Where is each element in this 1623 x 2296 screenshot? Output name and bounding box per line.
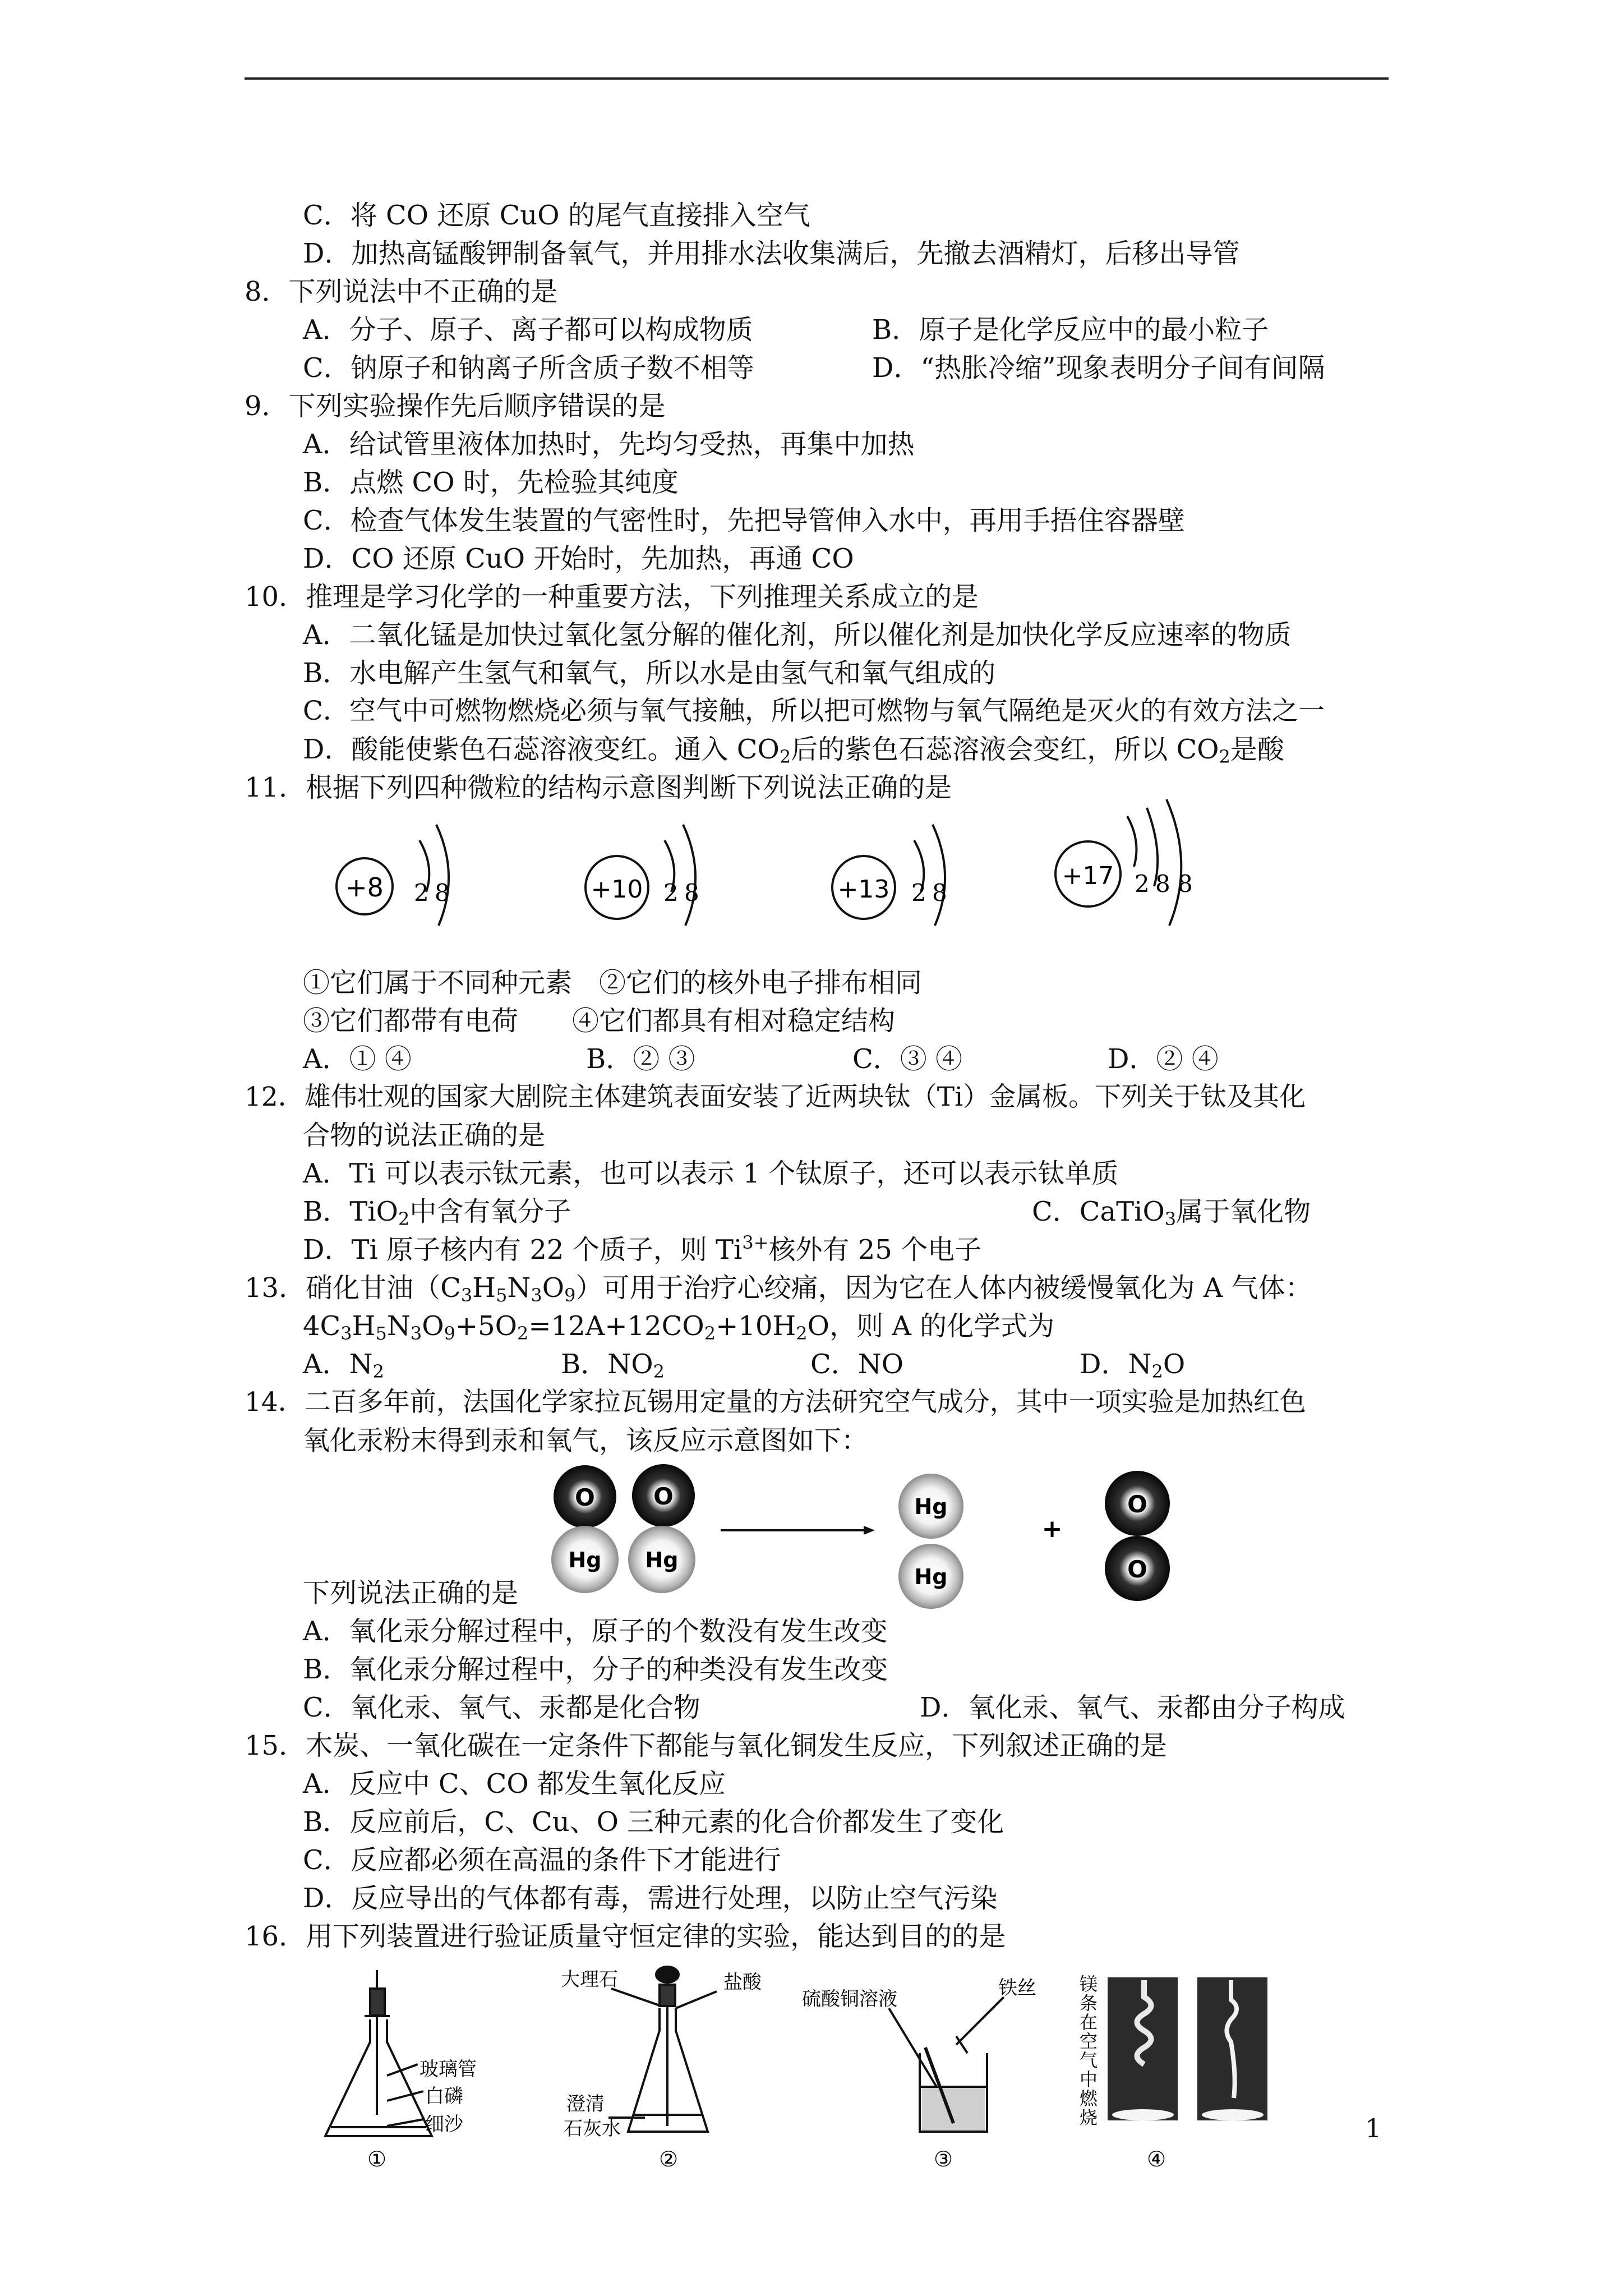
q12-option-b xyxy=(303,1193,571,1231)
shell-count: 2 xyxy=(911,879,926,907)
q8-stem: 8．下列说法中不正确的是 xyxy=(245,276,558,307)
q10-d-part3: 是酸 xyxy=(1230,734,1284,765)
q15-option-b: B．反应前后，C、Cu、O 三种元素的化合价都发生了变化 xyxy=(303,1806,1004,1838)
label-apparatus-3: ③ xyxy=(934,2147,953,2171)
q12-c-part2: 属于氧化物 xyxy=(1176,1196,1311,1227)
q15-option-c: C．反应都必须在高温的条件下才能进行 xyxy=(303,1844,781,1876)
q11-statement-1: ①它们属于不同种元素 ②它们的核外电子排布相同 xyxy=(303,967,923,999)
shell-count: 8 xyxy=(932,879,947,907)
q13-s2-h: O，则 A 的化学式为 xyxy=(807,1310,1055,1342)
q13-s2-b: H xyxy=(352,1310,376,1342)
q13-d-text2: O xyxy=(1163,1349,1186,1380)
q10-option-d xyxy=(303,730,1284,769)
sup-3plus: 3+ xyxy=(742,1232,769,1253)
q13-s2-e: +5O xyxy=(455,1310,518,1342)
q12-c-part1: C．CaTiO xyxy=(1032,1196,1165,1227)
q12-d-part2: 核外有 25 个电子 xyxy=(768,1234,982,1266)
q9-option-d: D．CO 还原 CuO 开始时，先加热，再通 CO xyxy=(303,543,854,574)
sub-2: 2 xyxy=(1151,1361,1163,1382)
sub-3: 3 xyxy=(1164,1208,1177,1230)
atom-diagram-2 xyxy=(585,825,695,926)
header-rule xyxy=(245,77,1389,80)
q12-stem-2: 合物的说法正确的是 xyxy=(303,1120,546,1151)
q13-d-text1: D．N xyxy=(1080,1349,1152,1380)
q15-stem: 15．木炭、一氧化碳在一定条件下都能与氧化铜发生反应，下列叙述正确的是 xyxy=(245,1730,1168,1761)
q13-s2-a: 4C xyxy=(303,1310,341,1342)
q11-option-c: C．③ ④ xyxy=(852,1043,962,1075)
atom-diagram-3 xyxy=(832,825,945,926)
mercury-atom xyxy=(898,1474,963,1539)
q8-option-d: D．“热胀冷缩”现象表明分子间有间隔 xyxy=(872,352,1325,384)
sub-3: 3 xyxy=(460,1285,473,1306)
plus-sign: + xyxy=(1041,1515,1063,1543)
q11-option-d: D．② ④ xyxy=(1108,1043,1219,1075)
q13-s1-a: 13．硝化甘油（C xyxy=(245,1272,461,1304)
shell-count: 8 xyxy=(435,879,450,907)
q13-s2-g: +10H xyxy=(716,1310,796,1342)
label-mg-7: 燃 xyxy=(1080,2088,1098,2109)
q12-option-a: A．Ti 可以表示钛元素，也可以表示 1 个钛原子，还可以表示钛单质 xyxy=(303,1158,1119,1189)
shell-count: 2 xyxy=(663,879,679,907)
page-number: 1 xyxy=(1365,2113,1382,2143)
q13-option-c: C．NO xyxy=(810,1349,904,1380)
label-limewater-2: 石灰水 xyxy=(564,2118,621,2140)
q10-option-c: C．空气中可燃物燃烧必须与氧气接触，所以把可燃物与氧气隔绝是灭火的有效方法之一 xyxy=(303,696,1325,726)
sub-5: 5 xyxy=(375,1323,387,1344)
label-hcl: 盐酸 xyxy=(723,1971,762,1994)
shell-count: 8 xyxy=(1178,870,1193,898)
label-iron-wire: 铁丝 xyxy=(998,1977,1036,1999)
atom-diagram-1 xyxy=(336,825,449,926)
q13-s1-b: H xyxy=(472,1272,496,1304)
sub-2: 2 xyxy=(517,1323,529,1344)
mercury-label: Hg xyxy=(914,1565,948,1589)
q13-stem-1 xyxy=(245,1269,1312,1307)
q12-stem-1: 12．雄伟壮观的国家大剧院主体建筑表面安装了近两块钛（Ti）金属板。下列关于钛及其化 xyxy=(245,1082,1306,1112)
apparatus-1 xyxy=(325,1970,432,2136)
q10-d-part1: D．酸能使紫色石蕊溶液变红。通入 CO xyxy=(303,734,780,765)
q9-stem: 9．下列实验操作先后顺序错误的是 xyxy=(245,390,666,422)
q9-option-b: B．点燃 CO 时，先检验其纯度 xyxy=(303,467,679,498)
sub-2: 2 xyxy=(653,1361,665,1382)
mercury-atom xyxy=(898,1544,963,1609)
q8-option-c: C．钠原子和钠离子所含质子数不相等 xyxy=(303,352,754,384)
q14-option-d: D．氧化汞、氧气、汞都由分子构成 xyxy=(920,1692,1345,1723)
q16-stem: 16．用下列装置进行验证质量守恒定律的实验，能达到目的的是 xyxy=(245,1921,1006,1952)
apparatus-4 xyxy=(1108,1977,1267,2120)
label-cuso4: 硫酸铜溶液 xyxy=(802,1988,897,2010)
oxygen-label: O xyxy=(653,1483,674,1510)
sub-3: 3 xyxy=(410,1323,422,1344)
nucleus-charge-2: +10 xyxy=(591,875,643,904)
q9-option-c: C．检查气体发生装置的气密性时，先把导管伸入水中，再用手捂住容器壁 xyxy=(303,505,1185,536)
q12-b-part1: B．TiO xyxy=(303,1196,398,1227)
q13-a-text: A．N xyxy=(303,1349,373,1380)
label-sand: 细沙 xyxy=(425,2113,463,2136)
sub-2: 2 xyxy=(796,1323,808,1344)
q13-option-a xyxy=(303,1345,384,1383)
sub-3: 3 xyxy=(531,1285,542,1306)
q11-option-a: A．① ④ xyxy=(303,1043,412,1075)
label-white-phosphorus: 白磷 xyxy=(425,2085,463,2108)
q14-stem-2: 氧化汞粉末得到汞和氧气，该反应示意图如下： xyxy=(303,1425,869,1456)
label-limewater-1: 澄清 xyxy=(566,2093,605,2115)
q7-option-d: D．加热高锰酸钾制备氧气，并用排水法收集满后，先撤去酒精灯，后移出导管 xyxy=(303,238,1240,269)
q7-option-c: C．将 CO 还原 CuO 的尾气直接排入空气 xyxy=(303,200,810,231)
sub-2: 2 xyxy=(704,1323,716,1344)
q13-option-b xyxy=(561,1345,665,1383)
shell-count: 8 xyxy=(684,879,699,907)
hgo-molecule xyxy=(551,1465,619,1593)
q13-s2-d: O xyxy=(422,1310,444,1342)
nucleus-charge-1: +8 xyxy=(345,872,384,903)
label-apparatus-4: ④ xyxy=(1147,2147,1166,2171)
nucleus-charge-3: +13 xyxy=(837,875,890,904)
shell-count: 8 xyxy=(1155,870,1170,898)
label-mg-4: 空 xyxy=(1080,2031,1098,2052)
shell-count: 2 xyxy=(1135,870,1150,898)
mercury-label: Hg xyxy=(914,1494,948,1519)
q13-s1-d: O xyxy=(542,1272,565,1304)
sub-9: 9 xyxy=(444,1323,455,1344)
q15-option-a: A．反应中 C、CO 都发生氧化反应 xyxy=(303,1768,726,1800)
q11-option-b: B．② ③ xyxy=(586,1043,695,1075)
label-mg-2: 条 xyxy=(1080,1993,1098,2014)
q14-question: 下列说法正确的是 xyxy=(303,1577,519,1609)
reaction-arrow xyxy=(721,1526,875,1535)
mercury-oxide-reaction-figure xyxy=(550,1458,1200,1610)
sub-2: 2 xyxy=(1219,746,1230,767)
q15-option-d: D．反应导出的气体都有毒，需进行处理，以防止空气污染 xyxy=(303,1883,998,1914)
apparatus-3 xyxy=(889,1997,1004,2132)
q12-d-part1: D．Ti 原子核内有 22 个质子，则 Ti xyxy=(303,1234,743,1266)
q12-b-part2: 中含有氧分子 xyxy=(409,1196,571,1227)
q13-s1-c: N xyxy=(507,1272,531,1304)
sub-9: 9 xyxy=(564,1285,576,1306)
q13-option-d xyxy=(1080,1345,1185,1383)
q9-option-a: A．给试管里液体加热时，先均匀受热，再集中加热 xyxy=(303,429,915,460)
label-apparatus-1: ① xyxy=(367,2147,387,2171)
sub-2: 2 xyxy=(398,1208,410,1230)
sub-2: 2 xyxy=(779,746,791,767)
oxygen-molecule xyxy=(1105,1471,1170,1601)
hgo-molecule xyxy=(628,1464,695,1593)
sub-2: 2 xyxy=(372,1361,385,1382)
q14-option-c: C．氧化汞、氧气、汞都是化合物 xyxy=(303,1692,700,1723)
q14-option-a: A．氧化汞分解过程中，原子的个数没有发生改变 xyxy=(303,1616,888,1647)
label-mg-6: 中 xyxy=(1080,2069,1098,2090)
sub-5: 5 xyxy=(496,1285,508,1306)
q13-b-text: B．NO xyxy=(561,1349,653,1380)
label-glass-tube: 玻璃管 xyxy=(419,2058,477,2081)
q13-s2-f: =12A+12CO xyxy=(528,1310,704,1342)
sub-3: 3 xyxy=(340,1323,352,1344)
label-mg-3: 在 xyxy=(1080,2012,1098,2033)
q13-s2-c: N xyxy=(386,1310,411,1342)
label-marble: 大理石 xyxy=(561,1968,618,1991)
q10-option-a: A．二氧化锰是加快过氧化氢分解的催化剂，所以催化剂是加快化学反应速率的物质 xyxy=(303,619,1292,651)
nucleus-charge-4: +17 xyxy=(1062,862,1114,890)
oxygen-label: O xyxy=(1127,1490,1147,1518)
q13-s1-e: ）可用于治疗心绞痛，因为它在人体内被缓慢氧化为 A 气体： xyxy=(575,1272,1312,1304)
q12-option-d xyxy=(303,1231,981,1269)
oxygen-label: O xyxy=(575,1484,595,1511)
label-apparatus-2: ② xyxy=(659,2147,679,2171)
label-mg-8: 烧 xyxy=(1080,2107,1098,2128)
q14-option-b: B．氧化汞分解过程中，分子的种类没有发生改变 xyxy=(303,1654,888,1685)
atom-diagram-4 xyxy=(1055,799,1181,926)
q11-statement-2: ③它们都带有电荷 ④它们都具有相对稳定结构 xyxy=(303,1005,896,1037)
label-mg-1: 镁 xyxy=(1080,1973,1098,1995)
apparatus-2 xyxy=(608,1967,717,2132)
label-mg-5: 气 xyxy=(1080,2050,1098,2071)
q8-option-a: A．分子、原子、离子都可以构成物质 xyxy=(303,314,753,346)
q14-stem-1: 14．二百多年前，法国化学家拉瓦锡用定量的方法研究空气成分，其中一项实验是加热红色 xyxy=(245,1387,1306,1418)
q8-option-b: B．原子是化学反应中的最小粒子 xyxy=(872,314,1269,346)
q10-option-b: B．水电解产生氢气和氧气，所以水是由氢气和氧气组成的 xyxy=(303,657,996,689)
q13-stem-2 xyxy=(303,1307,1054,1345)
mercury-label: Hg xyxy=(568,1548,602,1572)
shell-count: 2 xyxy=(414,879,429,907)
oxygen-label: O xyxy=(1127,1556,1147,1583)
q10-d-part2: 后的紫色石蕊溶液会变红，所以 CO xyxy=(791,734,1219,765)
q12-option-c xyxy=(1032,1193,1311,1231)
q11-stem: 11．根据下列四种微粒的结构示意图判断下列说法正确的是 xyxy=(245,772,952,803)
mercury-label: Hg xyxy=(645,1548,679,1572)
q10-stem: 10．推理是学习化学的一种重要方法，下列推理关系成立的是 xyxy=(245,581,979,613)
